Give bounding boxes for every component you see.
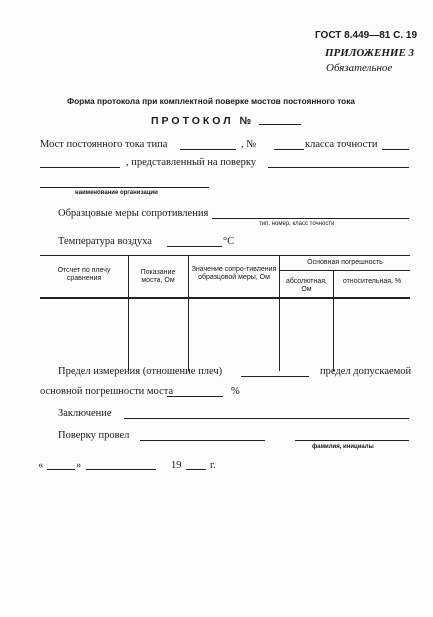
permissible-label: предел допускаемой [320,366,412,377]
table-top-border [40,255,410,256]
celsius-unit: °С [223,236,235,247]
column-header-basic-error: Основная погрешность [307,259,383,266]
year-prefix: 19 [171,460,182,471]
table-data-cell-3[interactable] [189,299,279,371]
submitted-by-field[interactable] [40,167,120,168]
table-data-cell-1[interactable] [40,299,128,371]
table-data-cell-4[interactable] [280,299,333,371]
submitted-continuation-field[interactable] [268,167,409,168]
bridge-type-field[interactable] [180,149,236,150]
date-day-field[interactable] [47,469,75,470]
accuracy-class-field[interactable] [382,149,409,150]
form-title: Форма протокола при комплектной поверке мостов постоянного тока [67,96,356,106]
reference-caption: тип, номер, класс точности [259,221,335,227]
date-year-field[interactable] [186,469,206,470]
verifier-name-field[interactable] [295,440,409,441]
conclusion-label: Заключение [58,408,112,419]
name-caption: фамилия, инициалы [312,444,374,450]
date-close-quote: » [76,460,82,471]
gost-page-header: ГОСТ 8.449—81 С. 19 [315,30,418,41]
mandatory-label: Обязательное [326,62,393,74]
submitted-label: , представленный на поверку [126,157,257,168]
range-field[interactable] [241,376,309,377]
reference-field[interactable] [212,218,409,219]
conclusion-field[interactable] [124,418,409,419]
reference-label: Образцовые меры сопротивления [58,208,209,219]
bridge-type-label: Мост постоянного тока типа [40,139,168,150]
temperature-field[interactable] [167,246,222,247]
verifier-label: Поверку провел [58,430,130,441]
date-month-field[interactable] [86,469,156,470]
appendix-label: ПРИЛОЖЕНИЕ 3 [325,47,415,59]
basic-error-field[interactable] [167,396,223,397]
column-header-arm-reading: Отсчет по плечу сравнения [57,267,111,282]
organization-field[interactable] [40,187,209,188]
table-data-cell-5[interactable] [334,299,410,371]
protocol-title: ПРОТОКОЛ № [151,115,255,127]
number-sign: , № [241,139,257,150]
temperature-label: Температура воздуха [58,236,152,247]
bridge-number-field[interactable] [274,149,304,150]
protocol-number-field[interactable] [259,124,301,125]
organization-caption: наименование организации [75,190,158,196]
basic-error-label: основной погрешности моста [40,386,174,397]
verification-table [40,255,410,371]
accuracy-class-label: класса точности [305,139,378,150]
table-data-cell-2[interactable] [129,299,188,371]
verifier-signature-field[interactable] [140,440,265,441]
column-header-reference-value: Значение сопро-тивления образцовой меры, Ом [191,266,277,281]
column-header-bridge-reading: Показание моста, Ом [140,269,176,284]
percent-unit: % [231,386,240,397]
date-open-quote: « [38,460,44,471]
range-label: Предел измерения (отношение плеч) [58,366,223,377]
table-subheader-border [279,270,410,271]
column-header-relative-error: относительная, % [342,278,402,285]
column-header-absolute-error: абсолютная, Ом [285,278,328,293]
year-suffix: г. [210,460,216,471]
